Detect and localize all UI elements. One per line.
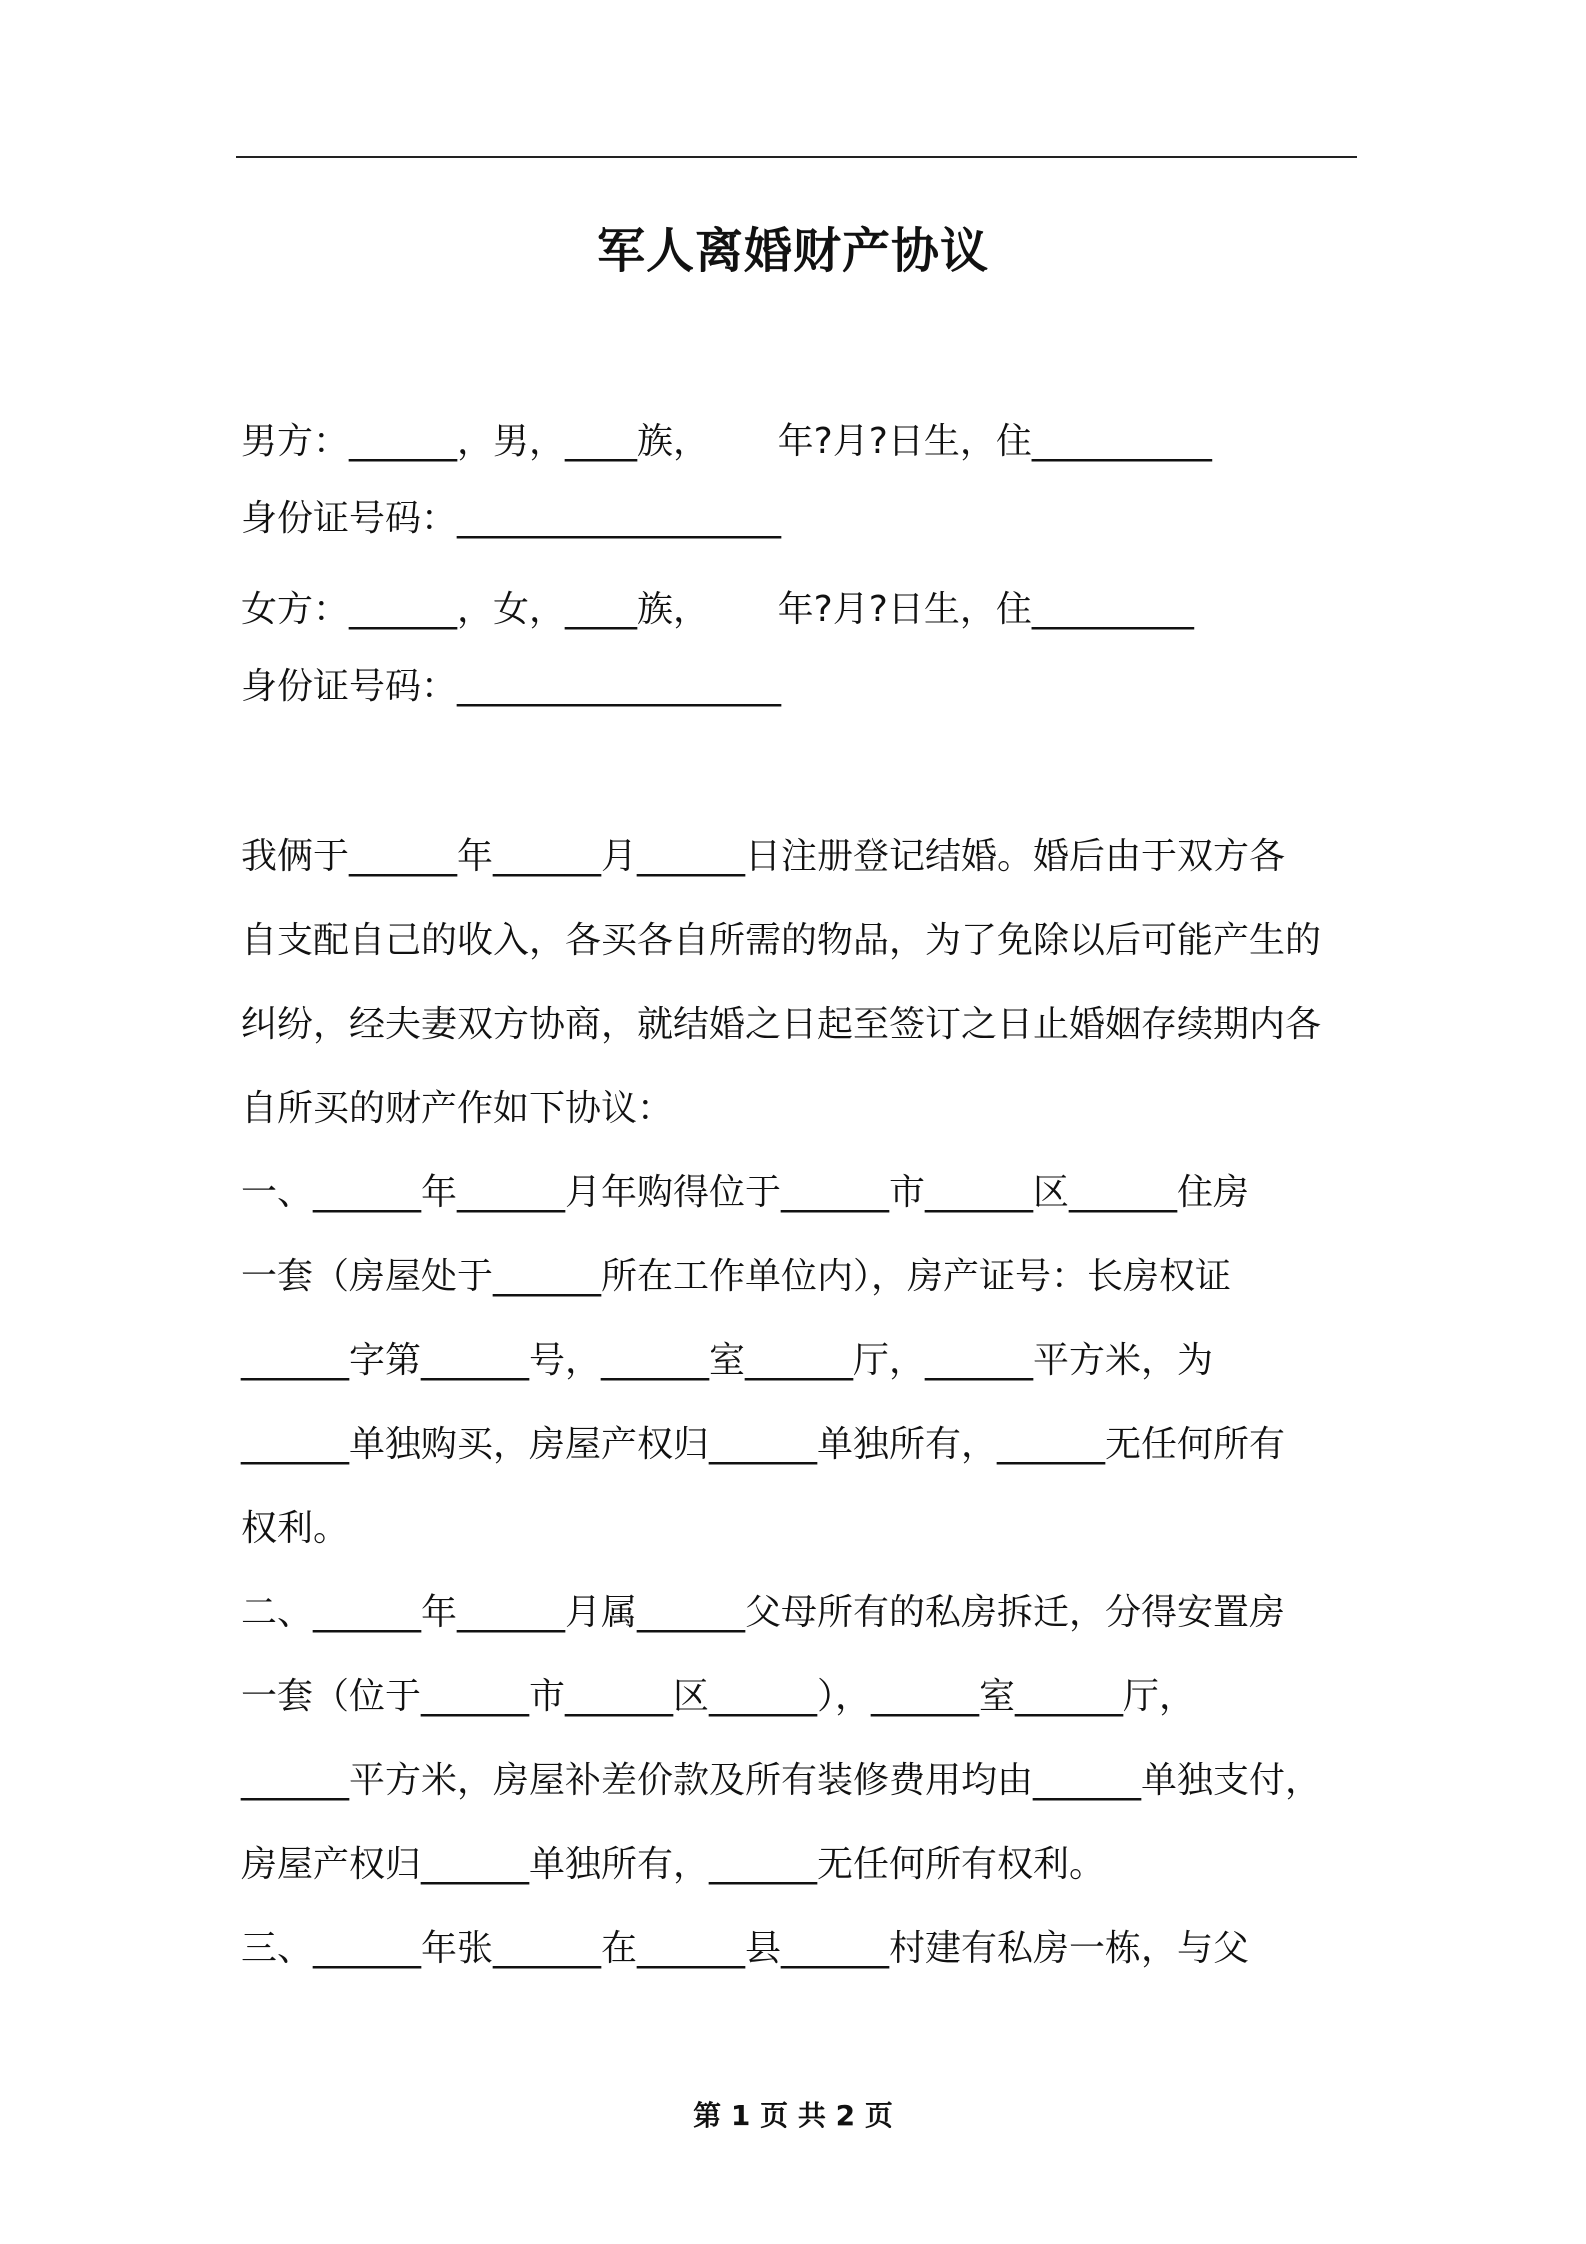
body-line: ______字第______号，______室______厅，______平方米，为 bbox=[241, 1340, 1214, 1381]
clause-two-line: 二、______年______月属______父母所有的私房拆迁，分得安置房 bbox=[241, 1592, 1286, 1633]
body-line: 自支配自己的收入，各买各自所需的物品，为了免除以后可能产生的 bbox=[241, 920, 1322, 961]
body-line: 自所买的财产作如下协议： bbox=[241, 1088, 674, 1129]
body-line: 房屋产权归______单独所有，______无任何所有权利。 bbox=[241, 1844, 1106, 1885]
document-title: 军人离婚财产协议 bbox=[596, 223, 989, 279]
body-line: 我俩于______年______月______日注册登记结婚。婚后由于双方各 bbox=[241, 836, 1286, 877]
body-line: 一套（房屋处于______所在工作单位内），房产证号：长房权证 bbox=[241, 1256, 1232, 1297]
male-party-line: 男方：______，男，____族， 年?月?日生，住__________ bbox=[241, 421, 1212, 462]
male-id-line: 身份证号码：__________________ bbox=[241, 498, 782, 539]
female-party-line: 女方：______，女，____族， 年?月?日生，住_________ bbox=[241, 589, 1194, 630]
clause-one-line: 一、______年______月年购得位于______市______区______住房 bbox=[241, 1172, 1250, 1213]
header-rule bbox=[236, 156, 1357, 158]
body-line: ______单独购买，房屋产权归______单独所有，______无任何所有 bbox=[241, 1424, 1286, 1465]
clause-three-line: 三、______年张______在______县______村建有私房一栋，与父 bbox=[241, 1928, 1250, 1969]
body-line: ______平方米，房屋补差价款及所有装修费用均由______单独支付， bbox=[241, 1760, 1322, 1801]
body-line: 纠纷，经夫妻双方协商，就结婚之日起至签订之日止婚姻存续期内各 bbox=[241, 1004, 1322, 1045]
female-id-line: 身份证号码：__________________ bbox=[241, 666, 782, 707]
body-line: 权利。 bbox=[241, 1508, 350, 1549]
page-number-footer: 第 1 页 共 2 页 bbox=[693, 2099, 893, 2132]
body-line: 一套（位于______市______区______），______室______厅， bbox=[241, 1676, 1196, 1717]
